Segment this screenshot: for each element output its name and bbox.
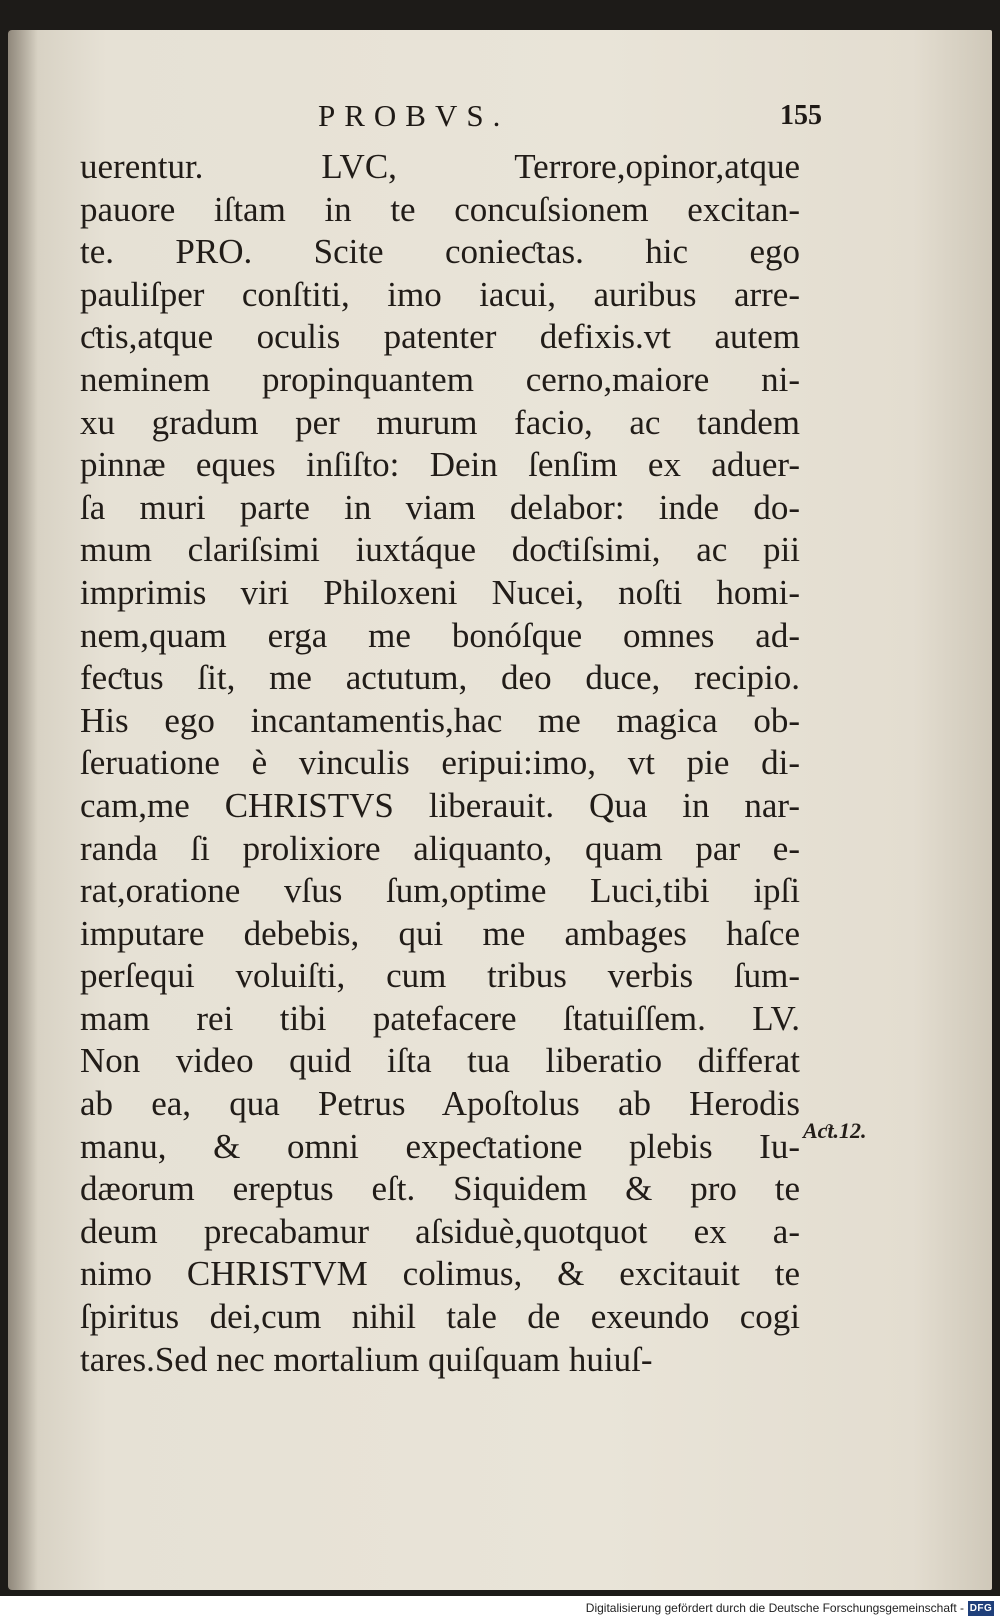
text-line: His ego incantamentis,hac me magica ob- <box>80 700 800 740</box>
text-line: feƈtus ſit, me actutum, deo duce, recipio. <box>80 658 800 698</box>
text-line: pauore iſtam in te concuſsionem excitan- <box>80 189 800 229</box>
text-line: pinnæ eques inſiſto: Dein ſenſim ex aduer- <box>80 445 800 485</box>
text-line: imprimis viri Philoxeni Nucei, noſti homi- <box>80 572 800 612</box>
text-line: deum precabamur aſsiduè,quotquot ex a- <box>80 1211 800 1251</box>
text-line: ſa muri parte in viam delabor: inde do- <box>80 487 800 527</box>
spine-shadow <box>8 30 38 1590</box>
running-head <box>0 98 1000 138</box>
text-line: imputare debebis, qui me ambages haſce <box>80 913 800 953</box>
text-line: manu, & omni expeƈtatione plebis Iu- <box>80 1126 800 1166</box>
text-line: te. PRO. Scite conieƈtas. hic ego <box>80 232 800 272</box>
footer-bar <box>0 1596 1000 1622</box>
text-line: pauliſper conſtiti, imo iacui, auribus arre- <box>80 274 800 314</box>
funding-credit: Digitalisierung gefördert durch die Deutsche Forschungsgemeinschaft - <box>585 1601 964 1615</box>
text-line: nem,quam erga me bonóſque omnes ad- <box>80 615 800 655</box>
text-line: ſeruatione è vinculis eripui:imo, vt pie di- <box>80 743 800 783</box>
text-line: cam,me CHRISTVS liberauit. Qua in nar- <box>80 785 800 825</box>
text-line: uerentur. LVC, Terrore,opinor,atque <box>80 147 800 186</box>
text-line: xu gradum per murum facio, ac tandem <box>80 402 800 442</box>
text-line: ſpiritus dei,cum nihil tale de exeundo cogi <box>80 1297 800 1337</box>
text-line: randa ſi prolixiore aliquanto, quam par e- <box>80 828 800 868</box>
text-line: dæorum ereptus eſt. Siquidem & pro te <box>80 1169 800 1209</box>
text-line: Non video quid iſta tua liberatio differat <box>80 1041 800 1081</box>
body-text <box>80 146 800 1381</box>
text-line: nimo CHRISTVM colimus, & excitauit te <box>80 1254 800 1294</box>
text-line: mum clariſsimi iuxtáque doƈtiſsimi, ac pii <box>80 530 800 570</box>
margin-note: Aƈt.12. <box>803 1118 867 1143</box>
dfg-logo: DFG <box>969 1603 993 1614</box>
text-line: rat,oratione vſus ſum,optime Luci,tibi ipſi <box>80 871 800 911</box>
text-line: perſequi voluiſti, cum tribus verbis ſum- <box>80 956 800 996</box>
running-title: PROBVS. <box>318 98 510 133</box>
text-line: neminem propinquantem cerno,maiore ni- <box>80 359 800 399</box>
folio-number: 155 <box>780 100 822 131</box>
text-line: ƈtis,atque oculis patenter defixis.vt autem <box>80 317 800 357</box>
text-line: ab ea, qua Petrus Apoſtolus ab Herodis <box>80 1084 800 1124</box>
text-line: tares.Sed nec mortalium quiſquam huiuſ- <box>80 1339 653 1379</box>
text-line: mam rei tibi patefacere ſtatuiſſem. LV. <box>80 998 800 1038</box>
